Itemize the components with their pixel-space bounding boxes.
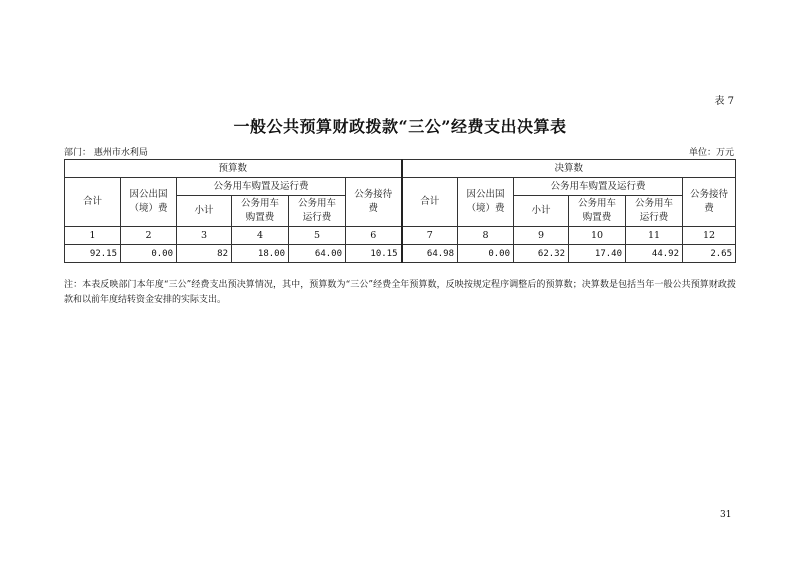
final-reception-header: [683, 178, 736, 227]
budget-total-value: 92.15: [65, 245, 121, 263]
page-number: 31: [720, 510, 732, 520]
budget-abroad-header: [121, 178, 177, 227]
final-reception-line1: 公务接待: [690, 189, 729, 200]
table-note: 注：本表反映部门本年度“三公”经费支出预决算情况，其中，预算数为“三公”经费全年预算数，反映按规定程序调整后的预算数；决算数是包括当年一般公共预算财政拨款和以前年度结转资金安排的实际支出。: [64, 280, 736, 305]
final-vehicle-operation-header: [626, 196, 683, 227]
budget-reception-header: [346, 178, 402, 227]
column-number: 8: [458, 227, 514, 245]
table-number: 表 7: [714, 96, 734, 107]
final-reception-value: 2.65: [683, 245, 736, 263]
budget-vehicle-operation-line2: 运行费: [302, 212, 332, 223]
budget-total-header: 合计: [65, 178, 121, 227]
unit-label: 单位：万元: [688, 148, 734, 158]
budget-vehicle-purchase-line1: 公务用车: [240, 198, 279, 209]
final-total-value: 64.98: [402, 245, 458, 263]
final-vehicle-purchase-value: 17.40: [569, 245, 626, 263]
final-vehicle-purchase-line1: 公务用车: [578, 198, 617, 209]
column-number: 5: [289, 227, 346, 245]
final-vehicle-operation-value: 44.92: [626, 245, 683, 263]
three-public-expenses-table: [64, 159, 736, 263]
column-number: 1: [65, 227, 121, 245]
final-vehicle-purchase-line2: 购置费: [582, 212, 612, 223]
column-number: 2: [121, 227, 177, 245]
column-number-row: [65, 227, 736, 245]
final-vehicle-operation-line2: 运行费: [639, 212, 669, 223]
final-reception-line2: 费: [704, 203, 714, 214]
final-abroad-header: [458, 178, 514, 227]
column-number: 7: [402, 227, 458, 245]
column-number: 12: [683, 227, 736, 245]
budget-reception-line1: 公务接待: [354, 189, 393, 200]
final-abroad-value: 0.00: [458, 245, 514, 263]
budget-vehicle-subtotal-value: 82: [177, 245, 232, 263]
final-vehicle-group-header: 公务用车购置及运行费: [514, 178, 683, 196]
column-number: 10: [569, 227, 626, 245]
final-vehicle-subtotal-value: 62.32: [514, 245, 569, 263]
budget-vehicle-operation-line1: 公务用车: [297, 198, 336, 209]
budget-vehicle-group-header: 公务用车购置及运行费: [177, 178, 346, 196]
page-title: 一般公共预算财政拨款“三公”经费支出决算表: [233, 117, 567, 136]
department-row: [64, 145, 734, 158]
budget-vehicle-operation-header: [289, 196, 346, 227]
budget-abroad-line2: （境）费: [129, 203, 168, 214]
budget-subtotal-header: 小计: [177, 196, 232, 227]
final-subtotal-header: 小计: [514, 196, 569, 227]
department-label: 部门： 惠州市水利局: [64, 148, 148, 158]
budget-group-header: 预算数: [65, 160, 402, 178]
values-row: [65, 245, 736, 263]
budget-reception-line2: 费: [368, 203, 379, 214]
column-number: 6: [346, 227, 402, 245]
budget-vehicle-purchase-header: [232, 196, 289, 227]
final-group-header: 决算数: [402, 160, 736, 178]
column-number: 9: [514, 227, 569, 245]
column-number: 4: [232, 227, 289, 245]
final-vehicle-operation-line1: 公务用车: [635, 198, 674, 209]
final-abroad-line1: 因公出国: [466, 189, 505, 200]
budget-vehicle-purchase-line2: 购置费: [245, 212, 275, 223]
budget-vehicle-operation-value: 64.00: [289, 245, 346, 263]
final-abroad-line2: （境）费: [466, 203, 505, 214]
budget-abroad-value: 0.00: [121, 245, 177, 263]
final-vehicle-purchase-header: [569, 196, 626, 227]
budget-reception-value: 10.15: [346, 245, 402, 263]
column-number: 3: [177, 227, 232, 245]
column-number: 11: [626, 227, 683, 245]
final-total-header: 合计: [402, 178, 458, 227]
budget-vehicle-purchase-value: 18.00: [232, 245, 289, 263]
budget-abroad-line1: 因公出国: [129, 189, 168, 200]
